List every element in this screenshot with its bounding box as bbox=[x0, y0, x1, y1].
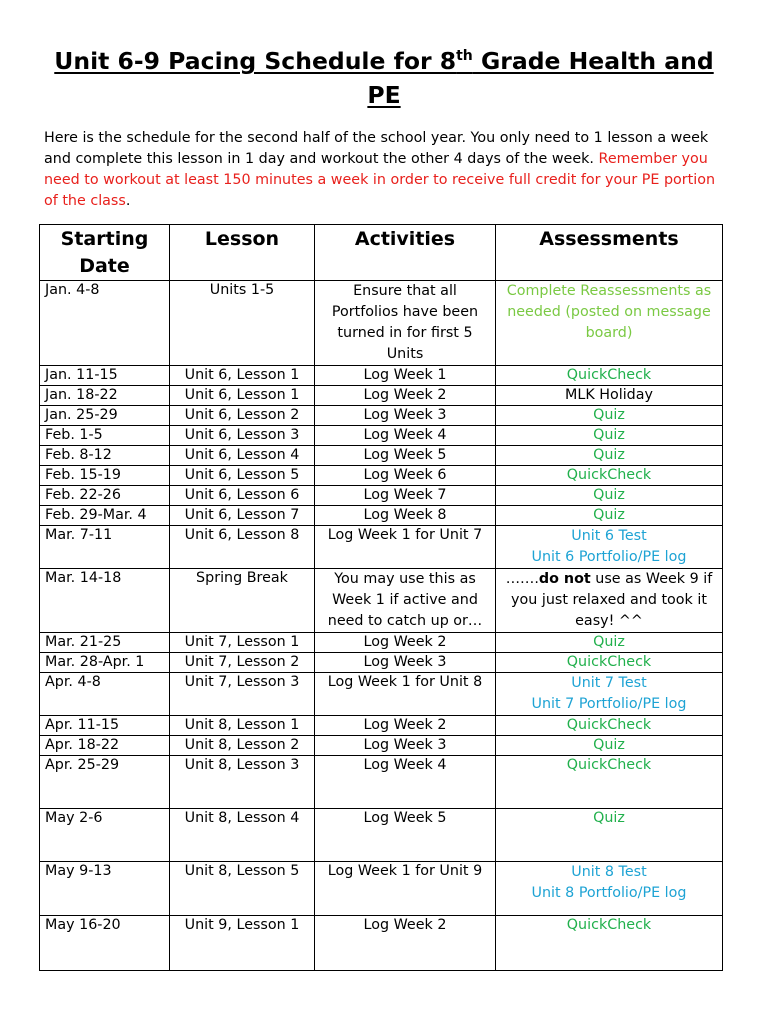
table-row bbox=[40, 366, 723, 386]
header-activities: Activities bbox=[315, 225, 496, 281]
cell-assessment bbox=[496, 506, 723, 526]
cell-lesson: Unit 6, Lesson 1 bbox=[170, 366, 315, 386]
table-row bbox=[40, 756, 723, 809]
assessment-item: Quiz bbox=[593, 634, 625, 650]
cell-activity: Log Week 2 bbox=[315, 633, 496, 653]
cell-activity: Log Week 2 bbox=[315, 716, 496, 736]
cell-lesson: Unit 7, Lesson 3 bbox=[170, 673, 315, 716]
cell-activity: Log Week 5 bbox=[315, 809, 496, 862]
cell-lesson: Unit 8, Lesson 3 bbox=[170, 756, 315, 809]
assessment-item: Quiz bbox=[593, 737, 625, 753]
emphasis-do-not: do not bbox=[538, 571, 591, 587]
assessment-item: Unit 8 Portfolio/PE log bbox=[531, 885, 687, 901]
assessment-item: QuickCheck bbox=[566, 654, 652, 670]
assessment-item: MLK Holiday bbox=[565, 387, 653, 403]
intro-paragraph bbox=[44, 128, 724, 212]
cell-date: May 2-6 bbox=[40, 809, 170, 862]
table-row bbox=[40, 526, 723, 569]
cell-date: Jan. 4-8 bbox=[40, 281, 170, 366]
cell-lesson: Unit 6, Lesson 1 bbox=[170, 386, 315, 406]
cell-assessment bbox=[496, 736, 723, 756]
assessment-item: QuickCheck bbox=[566, 367, 652, 383]
cell-date: Jan. 25-29 bbox=[40, 406, 170, 426]
cell-date: Apr. 18-22 bbox=[40, 736, 170, 756]
assessment-item: Quiz bbox=[593, 427, 625, 443]
table-row bbox=[40, 446, 723, 466]
reminder-period: . bbox=[125, 193, 131, 209]
assessment-item: Unit 7 Portfolio/PE log bbox=[531, 696, 687, 712]
table-row bbox=[40, 466, 723, 486]
assessment-note: ……. bbox=[505, 571, 539, 587]
table-row bbox=[40, 406, 723, 426]
title-superscript: th bbox=[456, 48, 473, 64]
cell-assessment bbox=[496, 673, 723, 716]
assessment-item: QuickCheck bbox=[566, 917, 652, 933]
intro-text: Here is the schedule for the second half of the school year. You only need to 1 lesson a week and complete this lesson in 1 day and workout the other 4 days of the week. bbox=[44, 130, 709, 167]
table-row bbox=[40, 862, 723, 916]
cell-assessment bbox=[496, 569, 723, 633]
title-text: Unit 6-9 Pacing Schedule for 8 bbox=[54, 47, 457, 75]
cell-activity: Log Week 1 bbox=[315, 366, 496, 386]
cell-lesson: Spring Break bbox=[170, 569, 315, 633]
cell-activity: Log Week 2 bbox=[315, 386, 496, 406]
assessment-item: Quiz bbox=[593, 507, 625, 523]
cell-date: Feb. 1-5 bbox=[40, 426, 170, 446]
cell-date: Apr. 4-8 bbox=[40, 673, 170, 716]
cell-activity: Log Week 3 bbox=[315, 406, 496, 426]
assessment-item: Quiz bbox=[593, 407, 625, 423]
cell-date: Feb. 22-26 bbox=[40, 486, 170, 506]
table-row bbox=[40, 486, 723, 506]
table-row bbox=[40, 916, 723, 971]
cell-activity: Log Week 1 for Unit 7 bbox=[315, 526, 496, 569]
header-lesson: Lesson bbox=[170, 225, 315, 281]
assessment-item: Unit 7 Test bbox=[571, 675, 647, 691]
table-row bbox=[40, 569, 723, 633]
cell-activity: You may use this as Week 1 if active and need to catch up or… bbox=[315, 569, 496, 633]
table-row bbox=[40, 506, 723, 526]
cell-date: Feb. 29-Mar. 4 bbox=[40, 506, 170, 526]
cell-lesson: Unit 6, Lesson 3 bbox=[170, 426, 315, 446]
cell-lesson: Unit 8, Lesson 1 bbox=[170, 716, 315, 736]
cell-assessment bbox=[496, 366, 723, 386]
cell-assessment bbox=[496, 406, 723, 426]
pacing-schedule-table bbox=[39, 224, 723, 971]
table-row bbox=[40, 633, 723, 653]
cell-assessment bbox=[496, 466, 723, 486]
cell-activity: Log Week 2 bbox=[315, 916, 496, 971]
cell-date: May 16-20 bbox=[40, 916, 170, 971]
assessment-item: QuickCheck bbox=[566, 757, 652, 773]
cell-assessment bbox=[496, 756, 723, 809]
cell-activity: Log Week 6 bbox=[315, 466, 496, 486]
cell-assessment bbox=[496, 633, 723, 653]
cell-activity: Log Week 8 bbox=[315, 506, 496, 526]
cell-lesson: Unit 6, Lesson 7 bbox=[170, 506, 315, 526]
header-starting-date: Starting Date bbox=[40, 225, 170, 281]
cell-activity: Log Week 1 for Unit 9 bbox=[315, 862, 496, 916]
assessment-item: Unit 8 Test bbox=[571, 864, 647, 880]
cell-activity: Log Week 4 bbox=[315, 426, 496, 446]
cell-date: Jan. 18-22 bbox=[40, 386, 170, 406]
cell-lesson: Unit 9, Lesson 1 bbox=[170, 916, 315, 971]
cell-date: Mar. 7-11 bbox=[40, 526, 170, 569]
cell-lesson: Unit 7, Lesson 1 bbox=[170, 633, 315, 653]
cell-activity: Log Week 7 bbox=[315, 486, 496, 506]
assessment-item: QuickCheck bbox=[566, 467, 652, 483]
cell-lesson: Unit 6, Lesson 8 bbox=[170, 526, 315, 569]
assessment-item: QuickCheck bbox=[566, 717, 652, 733]
cell-activity: Ensure that all Portfolios have been turned in for first 5 Units bbox=[315, 281, 496, 366]
cell-date: Apr. 11-15 bbox=[40, 716, 170, 736]
page-title bbox=[40, 44, 728, 112]
cell-assessment bbox=[496, 653, 723, 673]
cell-activity: Log Week 3 bbox=[315, 653, 496, 673]
table-row bbox=[40, 281, 723, 366]
cell-assessment bbox=[496, 526, 723, 569]
cell-assessment bbox=[496, 281, 723, 366]
table-row bbox=[40, 673, 723, 716]
title-text-end: Grade Health and PE bbox=[367, 47, 714, 109]
cell-date: Feb. 8-12 bbox=[40, 446, 170, 466]
assessment-item: Unit 6 Portfolio/PE log bbox=[531, 549, 687, 565]
table-row bbox=[40, 653, 723, 673]
cell-date: Mar. 14-18 bbox=[40, 569, 170, 633]
cell-lesson: Unit 6, Lesson 5 bbox=[170, 466, 315, 486]
assessment-item: Unit 6 Test bbox=[571, 528, 647, 544]
cell-date: Jan. 11-15 bbox=[40, 366, 170, 386]
assessment-item: Complete Reassessments as needed (posted on message board) bbox=[506, 283, 712, 341]
cell-lesson: Unit 8, Lesson 4 bbox=[170, 809, 315, 862]
schedule-rows bbox=[40, 281, 723, 971]
cell-assessment bbox=[496, 916, 723, 971]
cell-lesson: Unit 6, Lesson 4 bbox=[170, 446, 315, 466]
cell-date: Mar. 28-Apr. 1 bbox=[40, 653, 170, 673]
cell-lesson: Units 1-5 bbox=[170, 281, 315, 366]
cell-lesson: Unit 8, Lesson 5 bbox=[170, 862, 315, 916]
cell-assessment bbox=[496, 716, 723, 736]
cell-activity: Log Week 4 bbox=[315, 756, 496, 809]
cell-assessment bbox=[496, 862, 723, 916]
table-row bbox=[40, 809, 723, 862]
table-row bbox=[40, 426, 723, 446]
table-header-row bbox=[40, 225, 723, 281]
cell-assessment bbox=[496, 486, 723, 506]
cell-lesson: Unit 8, Lesson 2 bbox=[170, 736, 315, 756]
cell-date: Apr. 25-29 bbox=[40, 756, 170, 809]
cell-lesson: Unit 6, Lesson 6 bbox=[170, 486, 315, 506]
cell-date: Feb. 15-19 bbox=[40, 466, 170, 486]
cell-assessment bbox=[496, 426, 723, 446]
table-row bbox=[40, 716, 723, 736]
cell-date: Mar. 21-25 bbox=[40, 633, 170, 653]
cell-date: May 9-13 bbox=[40, 862, 170, 916]
cell-assessment bbox=[496, 809, 723, 862]
cell-activity: Log Week 1 for Unit 8 bbox=[315, 673, 496, 716]
table-row bbox=[40, 736, 723, 756]
workout-reminder: Remember you need to workout at least 150 minutes a week in order to receive full credit for your PE portion of the class bbox=[44, 151, 716, 209]
cell-activity: Log Week 3 bbox=[315, 736, 496, 756]
cell-assessment bbox=[496, 386, 723, 406]
cell-lesson: Unit 7, Lesson 2 bbox=[170, 653, 315, 673]
header-assessments: Assessments bbox=[496, 225, 723, 281]
cell-assessment bbox=[496, 446, 723, 466]
cell-activity: Log Week 5 bbox=[315, 446, 496, 466]
assessment-item: Quiz bbox=[593, 487, 625, 503]
table-row bbox=[40, 386, 723, 406]
assessment-item: Quiz bbox=[593, 810, 625, 826]
cell-lesson: Unit 6, Lesson 2 bbox=[170, 406, 315, 426]
assessment-item: Quiz bbox=[593, 447, 625, 463]
assessment-note: use as Week 9 if you just relaxed and took it easy! ^^ bbox=[511, 571, 713, 629]
